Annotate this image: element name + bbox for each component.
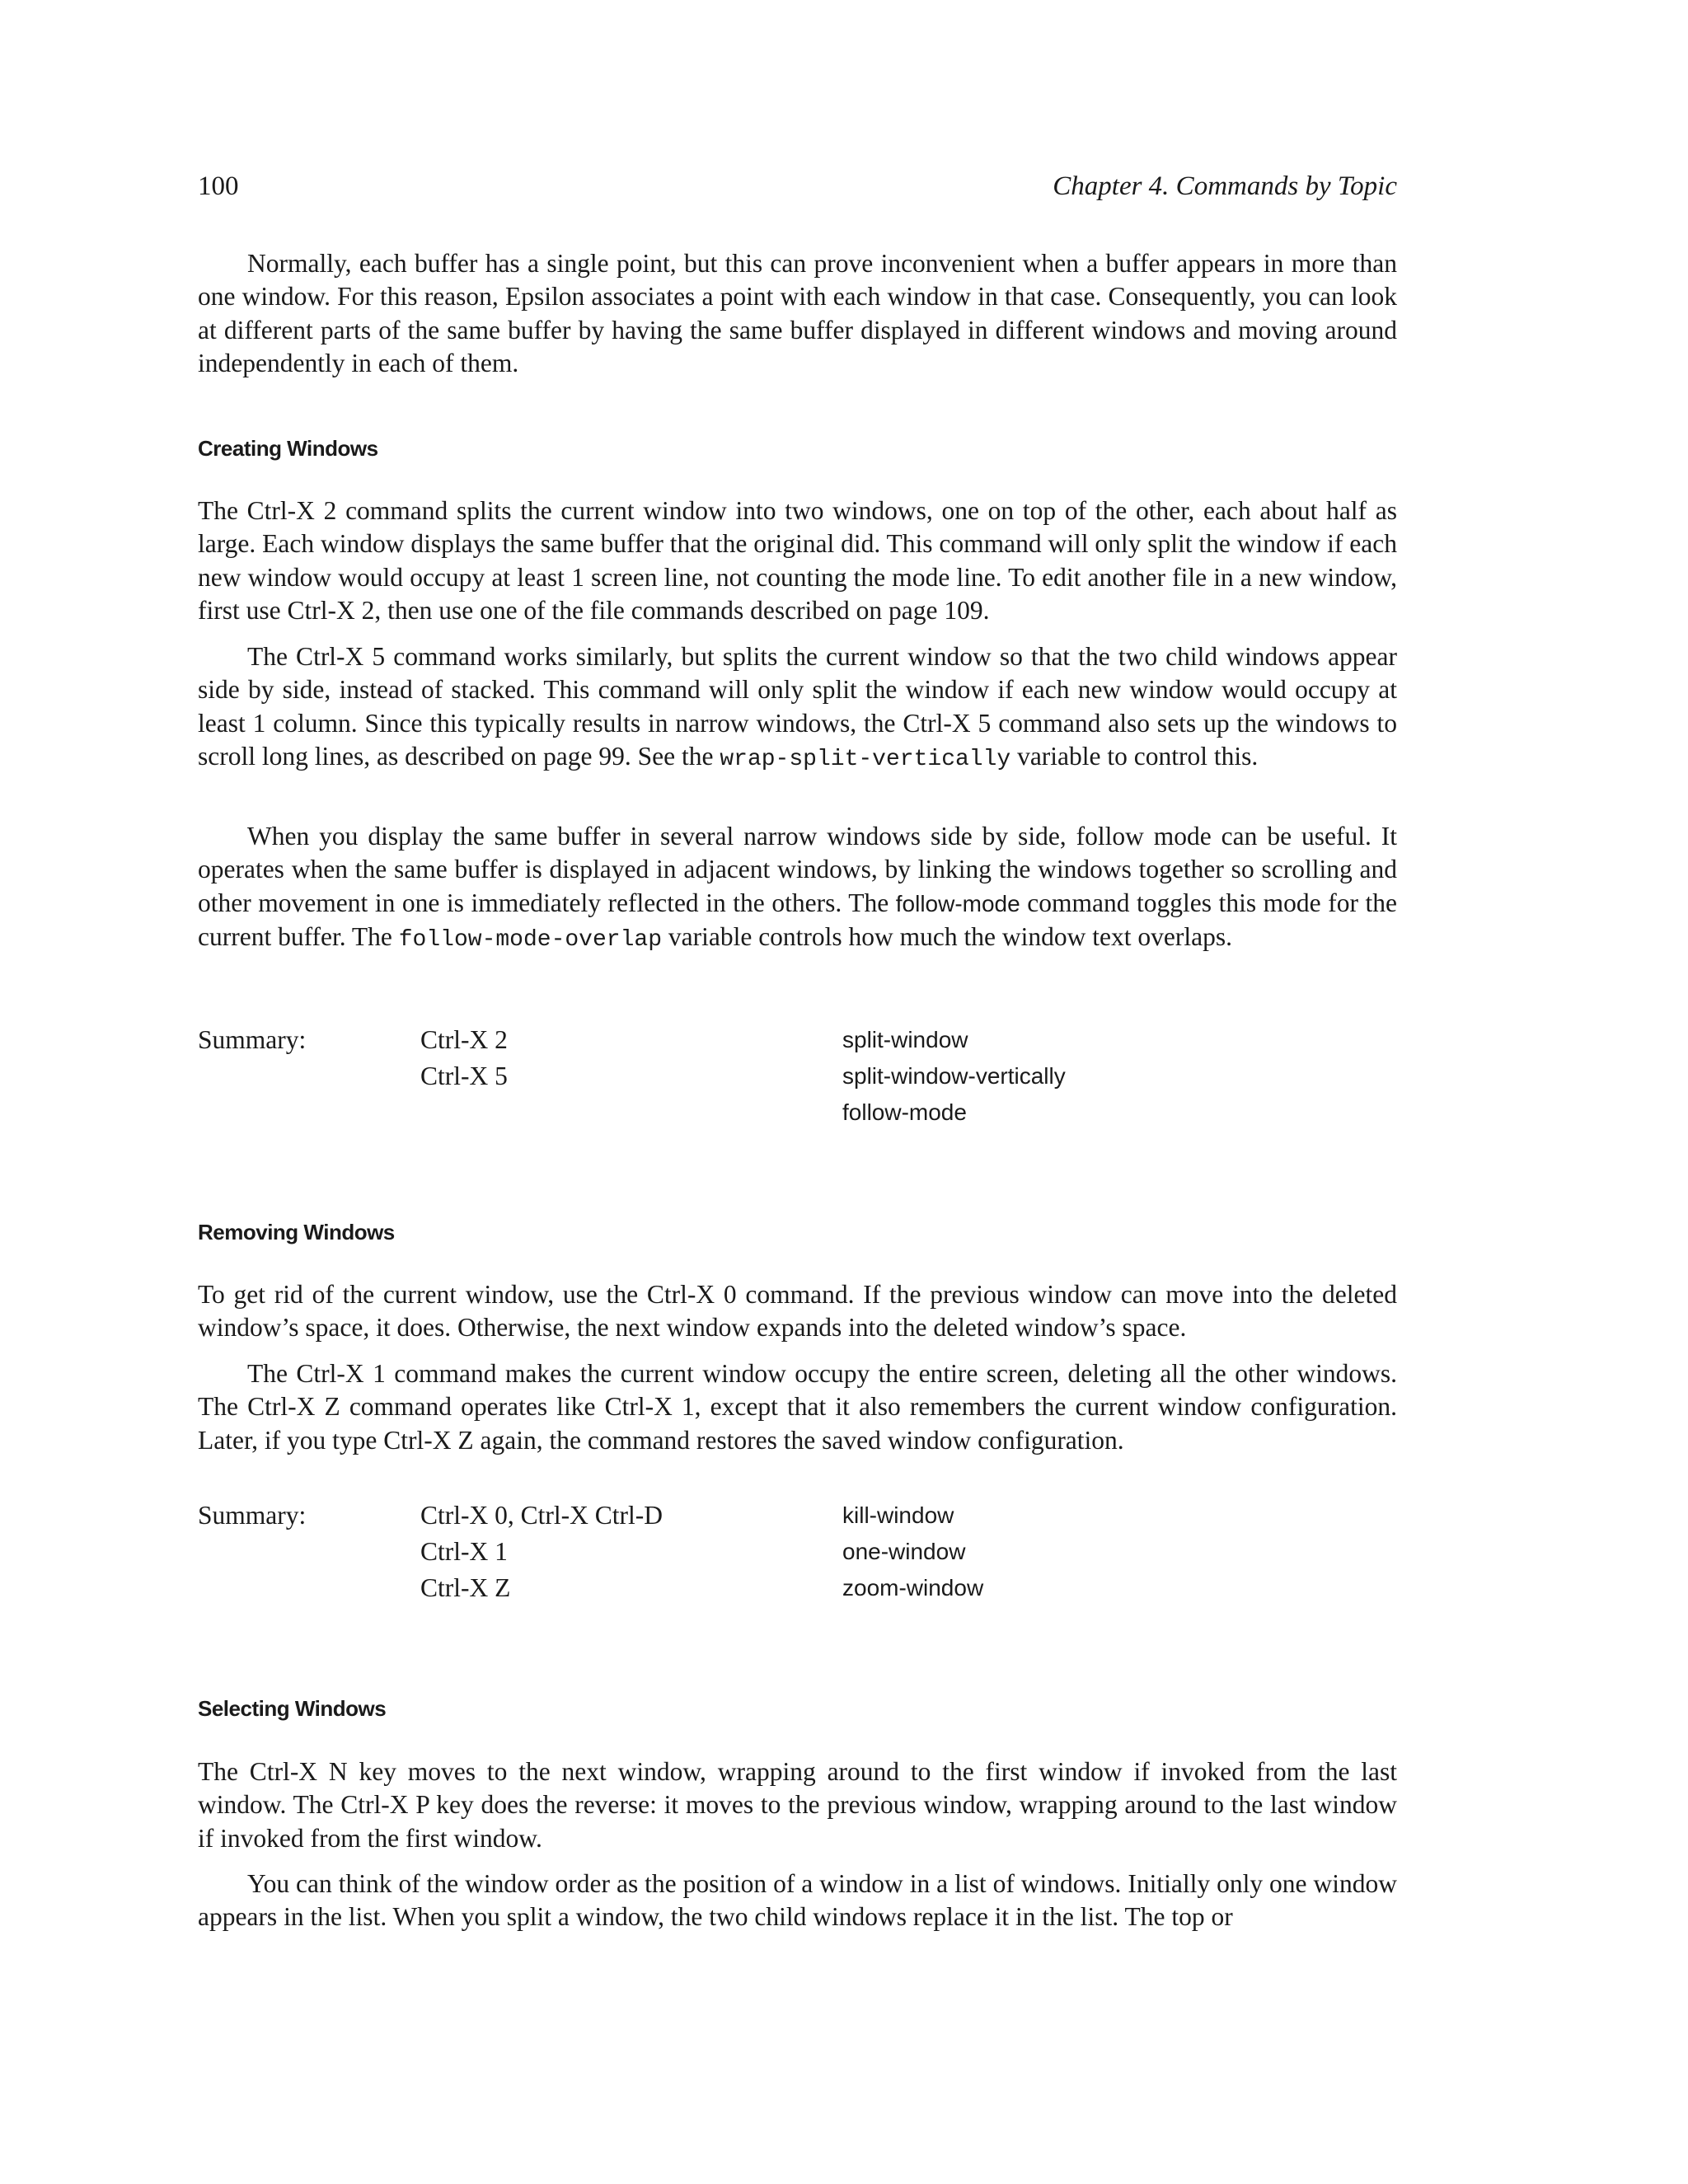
summary-command: kill-window bbox=[842, 1502, 954, 1528]
page-number: 100 bbox=[198, 171, 239, 201]
summary-command: split-window-vertically bbox=[842, 1063, 1066, 1089]
running-head bbox=[198, 171, 1397, 208]
summary-row bbox=[198, 1058, 1397, 1094]
variable-name: follow-mode-overlap bbox=[398, 927, 663, 954]
summary-row bbox=[198, 1534, 1397, 1570]
summary-command: one-window bbox=[842, 1539, 966, 1564]
summary-row bbox=[198, 1022, 1397, 1058]
variable-name: wrap-split-vertically bbox=[720, 747, 1011, 773]
section-title-removing-windows: Removing Windows bbox=[198, 1220, 395, 1244]
summary-keys: Ctrl-X 1 bbox=[420, 1537, 508, 1566]
intro-paragraph: Normally, each buffer has a single point, but this can prove inconvenient when a buffer appears in more than one window. For this reason, Epsilon associates a point with each window in that case. Consequently, you can look at different parts of the same buffer by having the same buffer displayed in different windows and moving around independently in each of them. bbox=[198, 249, 1397, 378]
chapter-title: Chapter 4. Commands by Topic bbox=[1053, 171, 1397, 201]
summary-command: follow-mode bbox=[842, 1099, 967, 1125]
text-span: command toggles this mode for the current buffer. The bbox=[198, 888, 1397, 952]
summary-keys: Ctrl-X 0, Ctrl-X Ctrl-D bbox=[420, 1501, 663, 1530]
summary-command: zoom-window bbox=[842, 1575, 984, 1601]
summary-keys: Ctrl-X 2 bbox=[420, 1025, 508, 1054]
creating-paragraph-2 bbox=[198, 640, 1397, 777]
summary-label: Summary: bbox=[198, 1501, 307, 1530]
summary-keys: Ctrl-X 5 bbox=[420, 1062, 508, 1090]
summary-command: split-window bbox=[842, 1027, 968, 1052]
text-span: When you display the same buffer in several narrow windows side by side, follow mode can be useful. It operates when the same buffer is displayed in adjacent windows, by linking the windows together so scrolling and other movement in one is immediately reflected in the others. The bbox=[198, 822, 1397, 917]
section-title-creating-windows: Creating Windows bbox=[198, 436, 378, 461]
selecting-paragraph-1: The Ctrl-X N key moves to the next window, wrapping around to the first window if invoked from the last window. The Ctrl-X P key does the reverse: it moves to the previous window, wrapping around to the last window if invoked from the first window. bbox=[198, 1757, 1397, 1853]
section-title-selecting-windows: Selecting Windows bbox=[198, 1696, 387, 1721]
summary-keys: Ctrl-X Z bbox=[420, 1573, 511, 1602]
text-span: variable to control this. bbox=[1010, 742, 1259, 771]
summary-row bbox=[198, 1094, 1397, 1131]
creating-paragraph-1: The Ctrl-X 2 command splits the current window into two windows, one on top of the other, each about half as large. Each window displays the same buffer that the original did. This command will only split the window if each new window would occupy at least 1 screen line, not counting the mode line. To edit another file in a new window, first use Ctrl-X 2, then use one of the file commands described on page 109. bbox=[198, 496, 1397, 626]
removing-paragraph-2: The Ctrl-X 1 command makes the current window occupy the entire screen, deleting all the other windows. The Ctrl-X Z command operates like Ctrl-X 1, except that it also remembers the current window configuration. Later, if you type Ctrl-X Z again, the command restores the saved window configuration. bbox=[198, 1359, 1397, 1455]
creating-paragraph-3 bbox=[198, 820, 1397, 958]
text-span: variable controls how much the window text overlaps. bbox=[662, 922, 1232, 952]
command-name: follow-mode bbox=[895, 890, 1020, 916]
summary-row bbox=[198, 1497, 1397, 1534]
selecting-paragraph-2: You can think of the window order as the position of a window in a list of windows. Initially only one window appears in the list. When you split a window, the two child windows replace it in the list. The top or bbox=[198, 1869, 1397, 1932]
text-span: The Ctrl-X 5 command works similarly, but splits the current window so that the two child windows appear side by side, instead of stacked. This command will only split the window if each new window would occupy at least 1 column. Since this typically results in narrow windows, the Ctrl-X 5 command also sets up the windows to scroll long lines, as described on page 99. See the bbox=[198, 642, 1397, 771]
summary-row bbox=[198, 1570, 1397, 1606]
removing-paragraph-1: To get rid of the current window, use the Ctrl-X 0 command. If the previous window can move into the deleted window’s space, it does. Otherwise, the next window expands into the deleted window’s space. bbox=[198, 1280, 1397, 1343]
summary-label: Summary: bbox=[198, 1025, 307, 1054]
